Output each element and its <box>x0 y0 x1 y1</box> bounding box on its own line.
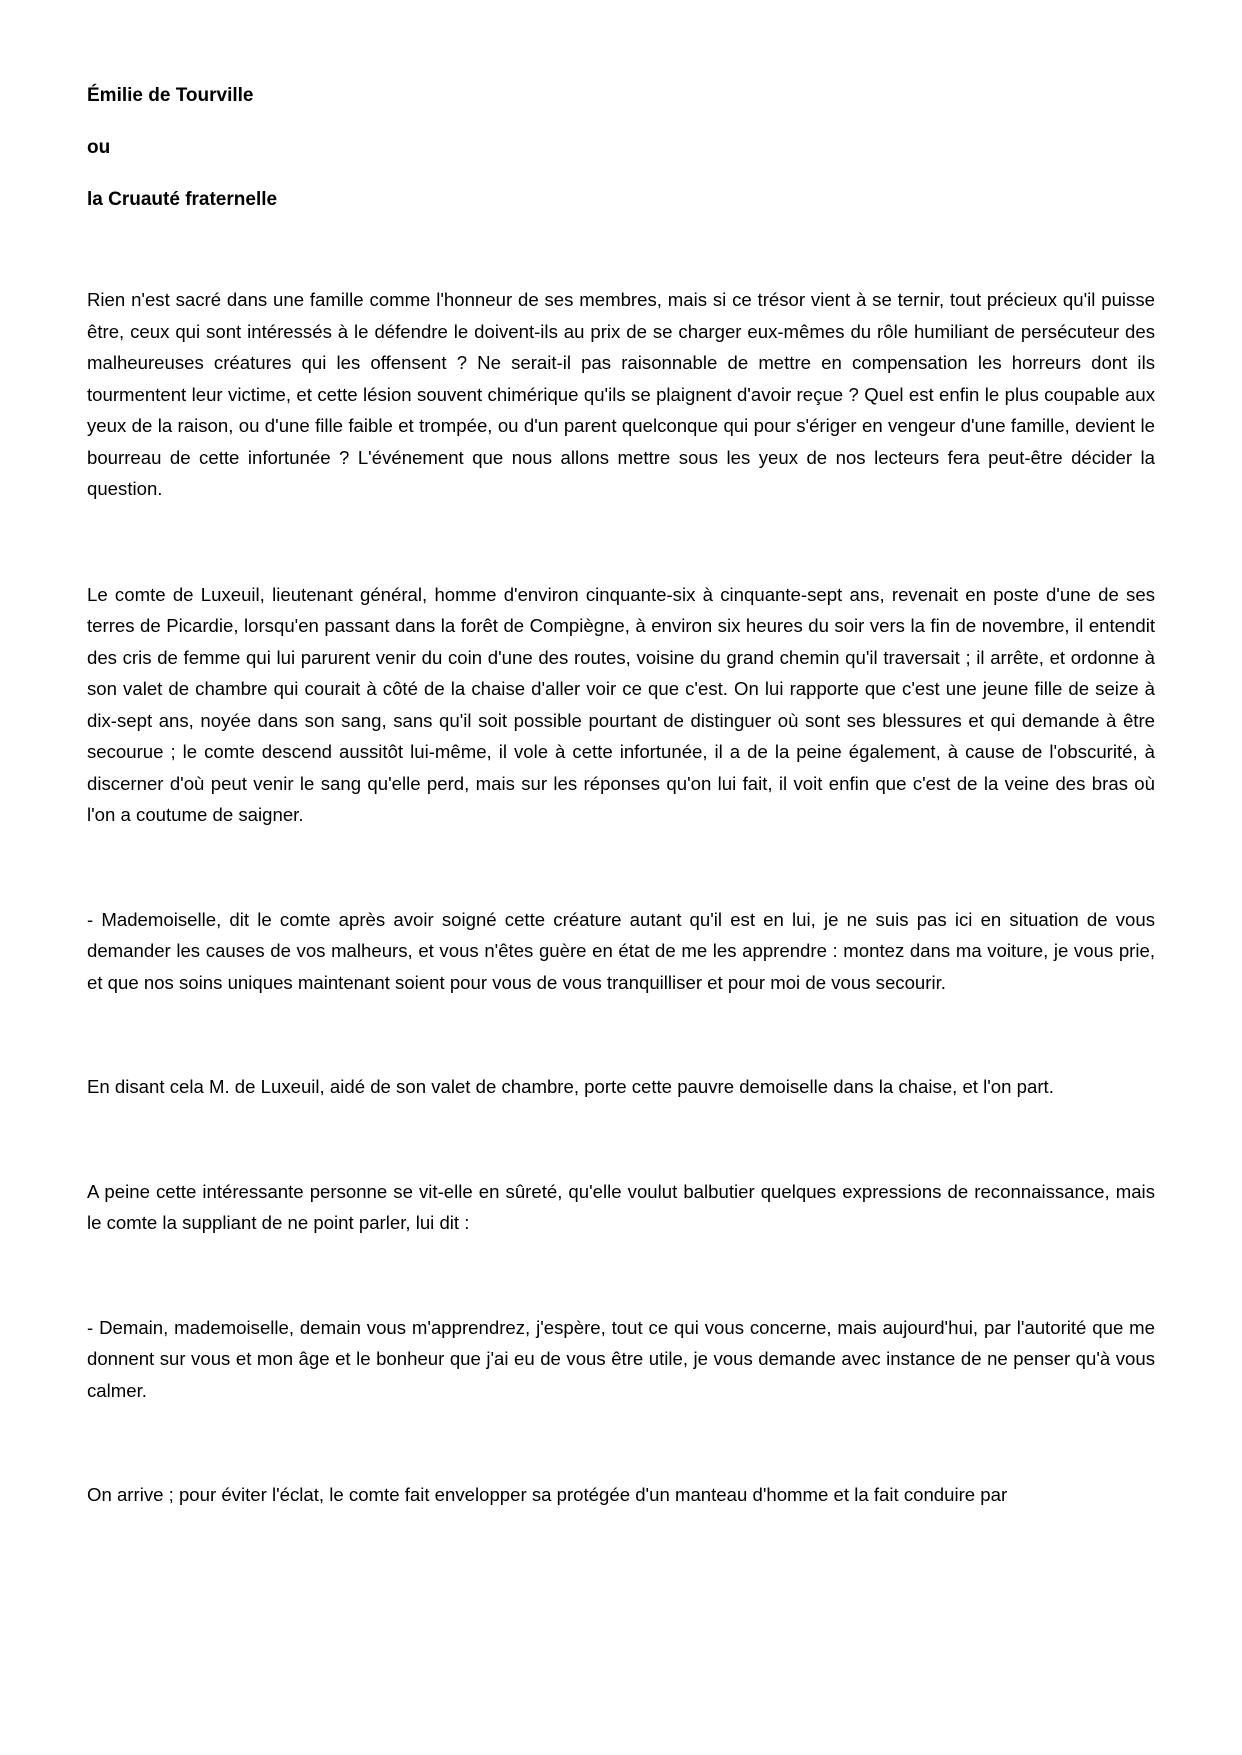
document-title: Émilie de Tourville <box>87 85 254 106</box>
document-page <box>87 84 1155 1511</box>
paragraph-5: A peine cette intéressante personne se vit-elle en sûreté, qu'elle voulut balbutier quelques expressions de reconnaissance, mais le comte la suppliant de ne point parler, lui dit : <box>87 1180 1155 1233</box>
title-conjunction: ou <box>87 137 111 158</box>
paragraph-1: Rien n'est sacré dans une famille comme l'honneur de ses membres, mais si ce trésor vient à se ternir, tout précieux qu'il puisse être, ceux qui sont intéressés à le défendre le doivent-ils au prix de se charger eux-mêmes du rôle humiliant de persécuteur des malheureuses créatures qui les offensent ? Ne serait-il pas raisonnable de mettre en compensation les horreurs dont ils tourmentent leur victime, et cette lésion souvent chimérique qu'ils se plaignent d'avoir reçue ? Quel est enfin le plus coupable aux yeux de la raison, ou d'une fille faible et trompée, ou d'un parent quelconque qui pour s'ériger en vengeur d'une famille, devient le bourreau de cette infortunée ? L'événement que nous allons mettre sous les yeux de nos lecteurs fera peut-être décider la question. <box>87 289 1155 499</box>
paragraph-7: On arrive ; pour éviter l'éclat, le comte fait envelopper sa protégée d'un manteau d'homme et la fait conduire par <box>87 1484 1008 1505</box>
paragraph-6: - Demain, mademoiselle, demain vous m'apprendrez, j'espère, tout ce qui vous concerne, mais aujourd'hui, par l'autorité que me donnent sur vous et mon âge et le bonheur que j'ai eu de vous être utile, je vous demande avec instance de ne penser qu'à vous calmer. <box>87 1316 1155 1401</box>
document-subtitle: la Cruauté fraternelle <box>87 189 278 210</box>
paragraph-3: - Mademoiselle, dit le comte après avoir soigné cette créature autant qu'il est en lui, je ne suis pas ici en situation de vous demander les causes de vos malheurs, et vous n'êtes guère en état de me les apprendre : montez dans ma voiture, je vous prie, et que nos soins uniques maintenant soient pour vous de vous tranquilliser et pour moi de vous secourir. <box>87 908 1155 993</box>
paragraph-2: Le comte de Luxeuil, lieutenant général, homme d'environ cinquante-six à cinquante-sept ans, revenait en poste d'une de ses terres de Picardie, lorsqu'en passant dans la forêt de Compiègne, à environ six heures du soir vers la fin de novembre, il entendit des cris de femme qui lui parurent venir du coin d'une des routes, voisine du grand chemin qu'il traversait ; il arrête, et ordonne à son valet de chambre qui courait à côté de la chaise d'aller voir ce que c'est. On lui rapporte que c'est une jeune fille de seize à dix-sept ans, noyée dans son sang, sans qu'il soit possible pourtant de distinguer où sont ses blessures et qui demande à être secourue ; le comte descend aussitôt lui-même, il vole à cette infortunée, il a de la peine également, à cause de l'obscurité, à discerner d'où peut venir le sang qu'elle perd, mais sur les réponses qu'on lui fait, il voit enfin que c'est de la veine des bras où l'on a coutume de saigner. <box>87 583 1155 825</box>
paragraph-4: En disant cela M. de Luxeuil, aidé de son valet de chambre, porte cette pauvre demoiselle dans la chaise, et l'on part. <box>87 1076 1054 1097</box>
